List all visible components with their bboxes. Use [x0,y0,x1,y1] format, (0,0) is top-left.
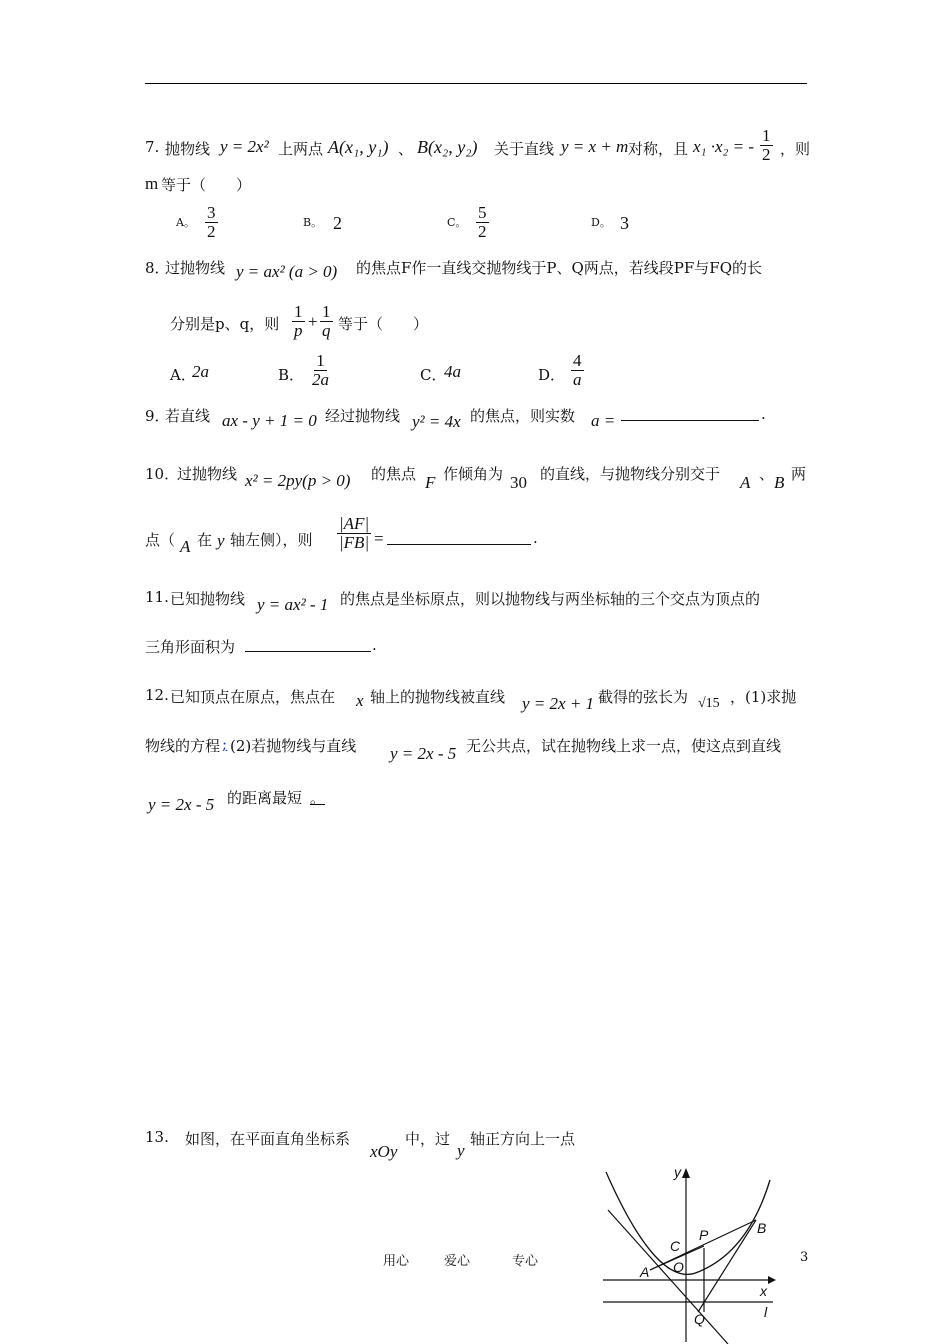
q12-mid2: 截得的弦长为 [598,688,689,706]
footer-left: 用心 [383,1254,410,1269]
q10-a: A [740,473,751,492]
q7-lead: 抛物线 [165,140,211,158]
q9-mid: 经过抛物线 [325,407,401,425]
q12-line3b: 的距离最短 [227,789,303,807]
fig-label-x: x [760,1283,767,1299]
q10-tail1: 两 [791,465,807,483]
y-axis-arrow [682,1168,690,1178]
q10-f: F [425,473,436,492]
q7-half-fraction: $\frac{1}{2}$ [762,126,771,164]
q12-line2b: (2)若抛物线与直线 [230,737,357,755]
q9-a-equals: a = [591,411,616,430]
q10-curve: x² = 2py(p > 0) [245,471,351,490]
fig-label-l: l [764,1304,768,1320]
q7-option-a-label: A。 [176,216,195,229]
q10-lead: 过抛物线 [177,465,238,483]
q8-option-c-label: C． [420,366,447,384]
q8-option-b-value: $\frac{1}{2a}$ [312,351,329,389]
q7-point-a: A(x₁, y₁) [328,137,389,157]
q7-mid3: 对称，且 [628,140,689,158]
q7-sep: 、 [398,140,414,158]
fig-label-a: A [640,1264,650,1280]
q11-lead: 已知抛物线 [170,590,246,608]
q13-xoy: xOy [370,1142,398,1161]
q10-mid2: 作倾角为 [443,465,504,483]
q10-line2a: 点（ [145,531,176,549]
q7-curve: y = 2x² [220,137,269,156]
fig-label-p: P [699,1227,709,1243]
q8-plus: + [308,312,318,331]
q11-end: . [372,636,377,654]
q11-curve: y = ax² - 1 [257,595,329,614]
q10-number: 10． [145,465,180,483]
q12-lead: 已知顶点在原点，焦点在 [170,688,336,706]
fig-label-o: O [673,1259,684,1275]
x-axis-arrow [768,1276,776,1284]
q8-fraction-1-over-q: $\frac{1}{q}$ [322,302,331,340]
q13-text: 如图，在平面直角坐标系 [185,1130,351,1148]
q11-number: 11. [145,588,169,606]
q13-tail: 轴正方向上一点 [470,1130,576,1148]
q10-line2b: 在 [197,531,213,549]
q8-option-a-label: A． [170,366,196,384]
q9-answer-blank[interactable] [621,420,759,421]
q7-option-d-value: 3 [620,213,629,233]
fig-label-q: Q [694,1311,705,1327]
q10-y: y [217,531,225,550]
q10-mid1: 的焦点 [371,465,417,483]
q8-option-d-label: D． [538,366,566,384]
q9-line: ax - y + 1 = 0 [222,411,317,430]
q10-a2: A [180,537,191,556]
q8-curve: y = ax² (a > 0) [236,262,338,281]
q12-line2c: 无公共点，试在抛物线上求一点，使这点到直线 [466,737,782,755]
q10-line2c: 轴左侧），则 [230,531,313,549]
parabola-curve [606,1172,770,1274]
q11-text1: 的焦点是坐标原点，则以抛物线与两坐标轴的三个交点为顶点的 [340,590,761,608]
q12-line1: y = 2x + 1 [522,694,595,713]
q8-lead: 过抛物线 [165,259,226,277]
q12-x: x [356,691,364,710]
q10-eq: = [374,529,384,548]
q7-option-b-label: B。 [303,216,323,229]
q7-point-b: B(x₂, y₂) [417,137,478,157]
q12-line2a: 物线的方程 [145,737,221,755]
q7-option-c-label: C。 [447,216,467,229]
fig-label-b: B [757,1220,767,1236]
q11-answer-blank[interactable] [245,651,371,652]
q7-option-c-value: $\frac{5}{2}$ [478,203,487,241]
q7-m: m [145,174,159,193]
q11-text2: 三角形面积为 [145,638,236,656]
q7-option-b-value: 2 [333,213,342,233]
q9-curve: y² = 4x [412,412,461,431]
q7-option-d-label: D。 [591,216,611,229]
q8-fraction-1-over-p: $\frac{1}{p}$ [294,302,303,340]
q8-text2b: 等于（ ） [338,315,429,333]
parabola-figure [598,1160,778,1344]
q9-tail: 的焦点，则实数 [470,407,576,425]
q12-mid1: 轴上的抛物线被直线 [370,688,506,706]
q12-line2: y = 2x - 5 [390,744,457,763]
q8-option-c-value: 4a [444,362,461,381]
q10-sep: 、 [759,465,775,483]
header-rule [145,83,807,84]
q8-option-a-value: 2a [192,362,209,381]
q8-text1: 的焦点F作一直线交抛物线于P、Q两点，若线段PF与FQ的长 [356,259,763,277]
fig-label-y: y [674,1164,681,1180]
q7-product: x₁ ·x₂ = - [693,137,755,156]
q10-answer-blank[interactable] [387,544,531,545]
q8-option-b-label: B． [278,366,305,384]
q7-ask: 等于（ ） [161,176,252,194]
footer-right: 专心 [512,1254,539,1269]
q8-number: 8． [145,259,170,277]
q8-text2a: 分别是p、q，则 [170,315,280,333]
footer-mid: 爱心 [444,1254,471,1269]
q12-tail1: ，(1)求抛 [730,688,797,706]
q13-mid: 中，过 [405,1130,451,1148]
q12-line3c: 。 [310,789,326,807]
q7-option-a-value: $\frac{3}{2}$ [207,203,216,241]
q10-angle: 30 [510,473,527,492]
q8-option-d-value: $\frac{4}{a}$ [573,351,582,389]
q7-number: 7. [145,138,160,156]
q13-y: y [457,1141,465,1160]
q12-line3: y = 2x - 5 [148,795,215,814]
q13-number: 13. [145,1128,169,1146]
q7-tail: ，则 [780,140,811,158]
q7-mid2: 关于直线 [494,140,555,158]
q10-ratio: $\frac{|AF|}{|FB|}$ [339,514,370,552]
q12-length: √15 [698,696,720,711]
q12-number: 12. [145,686,169,704]
q12-link[interactable]: ; [222,735,228,753]
q10-end: . [533,529,538,547]
q7-mid1: 上两点 [278,140,324,158]
q10-mid3: 的直线，与抛物线分别交于 [540,465,721,483]
q9-end: . [761,405,766,423]
fig-label-c: C [670,1238,681,1254]
q9-lead: 若直线 [165,407,211,425]
tangent-line-a [608,1210,728,1344]
q9-number: 9． [145,407,170,425]
q7-line: y = x + m [561,137,629,156]
q10-b: B [774,473,785,492]
page-number: 3 [800,1250,809,1265]
